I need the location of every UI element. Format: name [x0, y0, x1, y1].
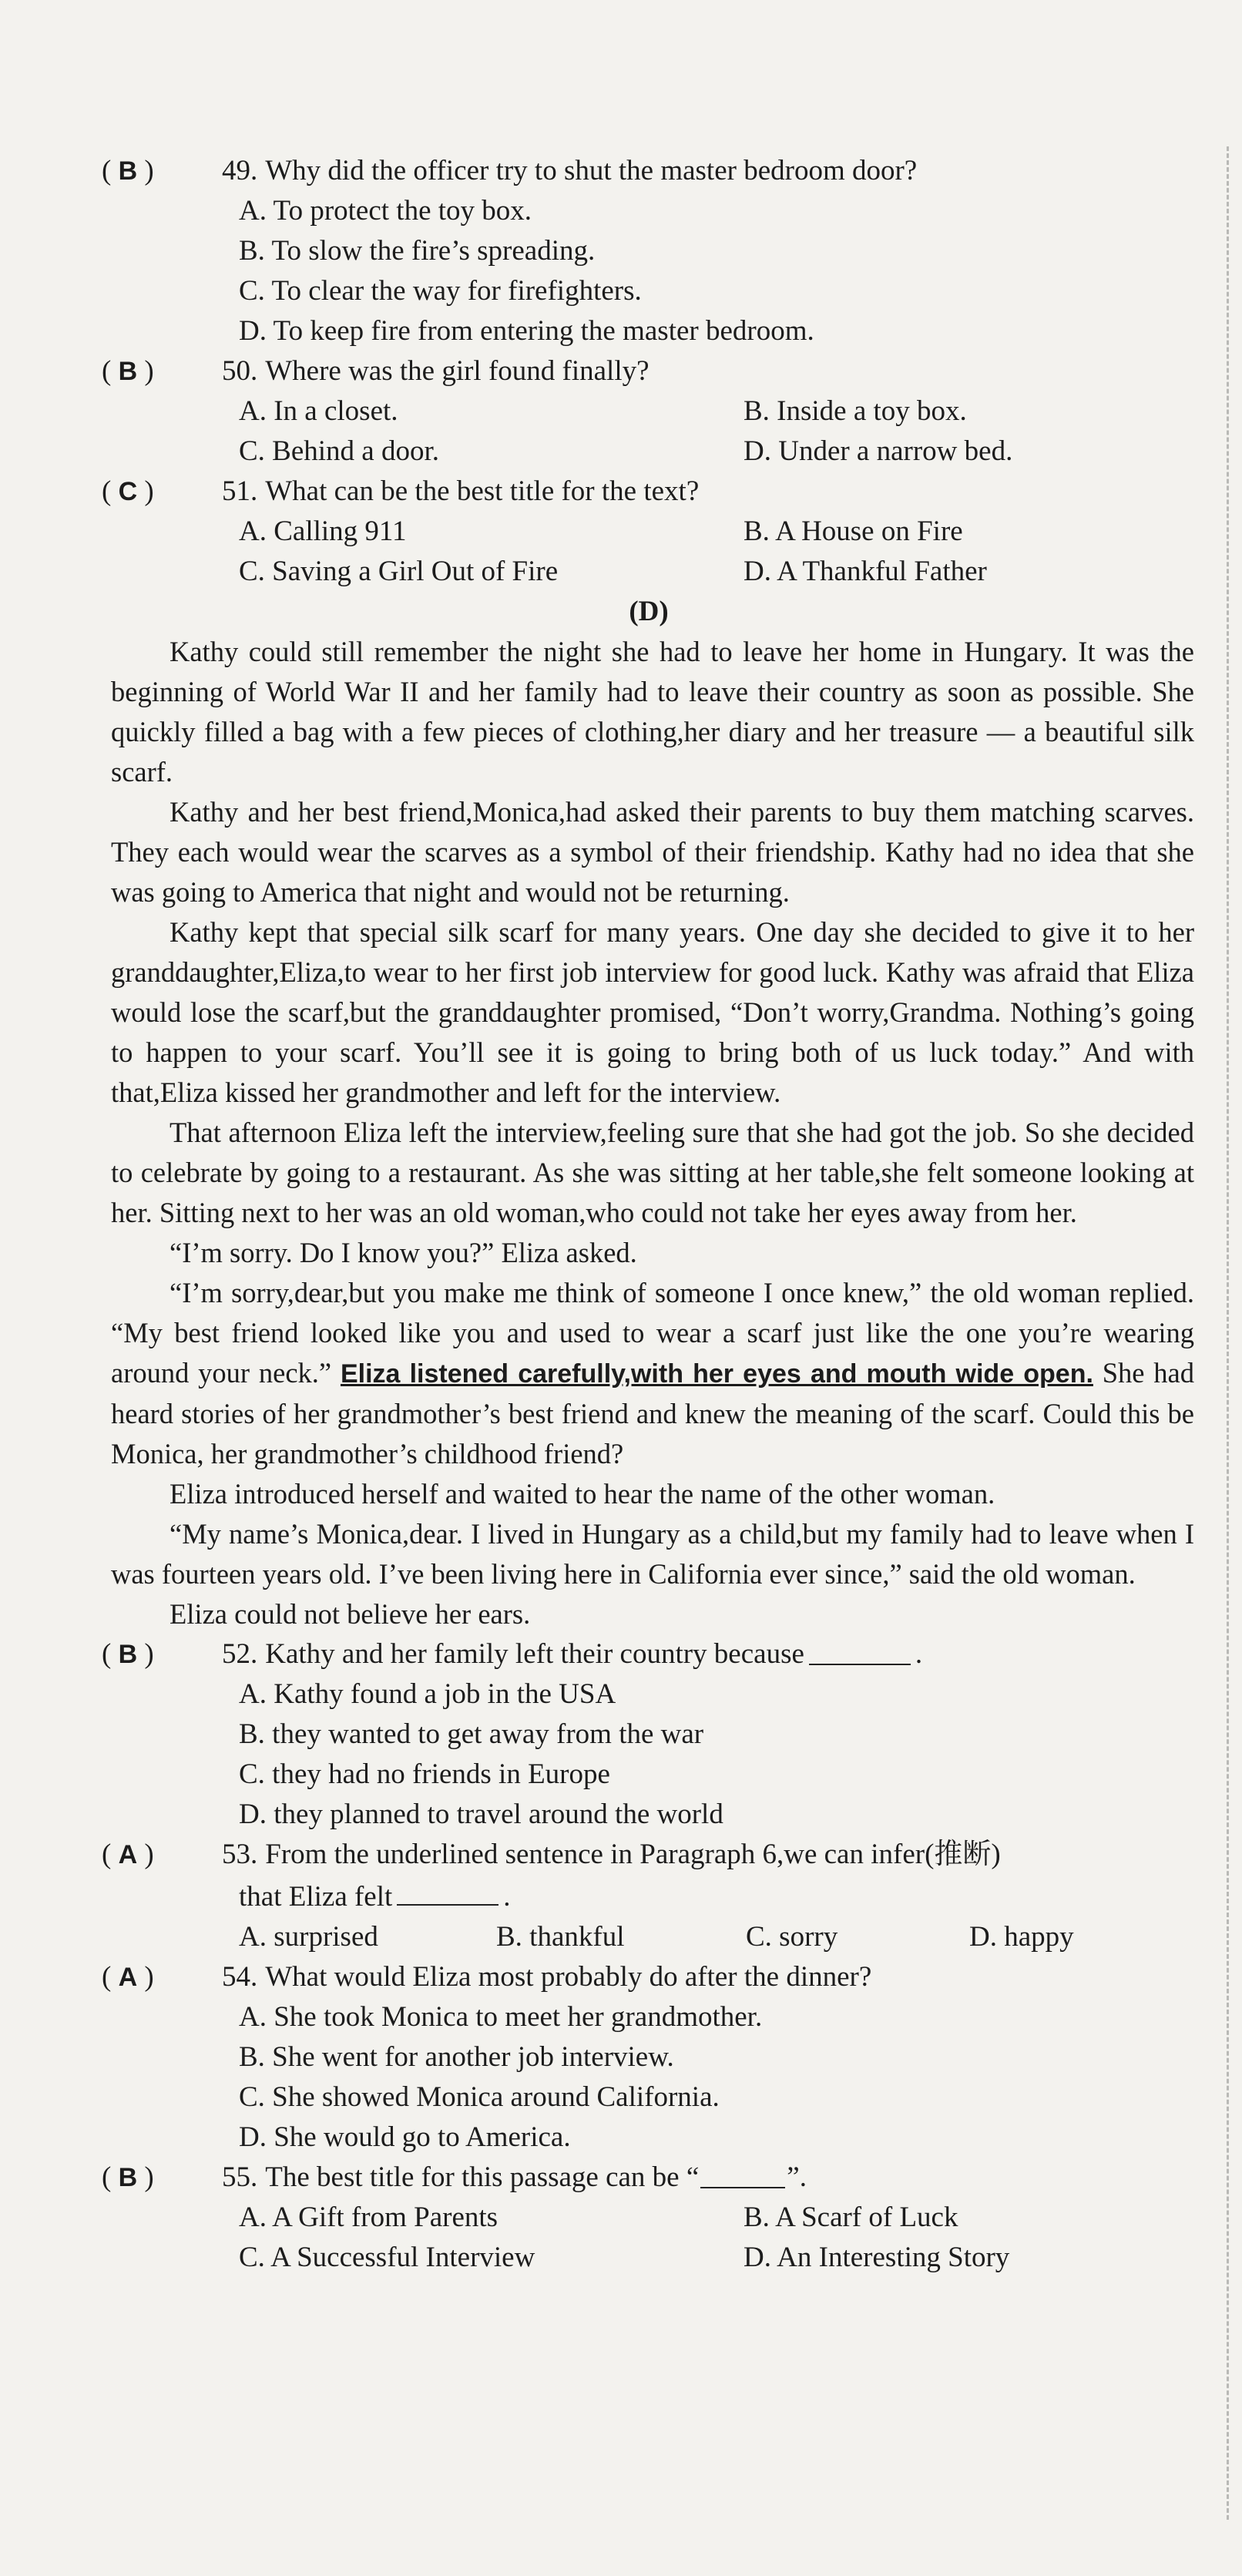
stem-end: . — [915, 1638, 923, 1670]
options — [102, 512, 1196, 592]
question-52 — [102, 1634, 1196, 1835]
option: D. An Interesting Story — [744, 2242, 1010, 2273]
question-49 — [102, 151, 1196, 351]
question-number: 50. — [222, 355, 258, 387]
answer-blank — [397, 1875, 498, 1906]
reading-passage — [102, 632, 1194, 1634]
paragraph: Kathy could still remember the night she had to leave her home in Hungary. It was the beginning of World War II and her family had to leave their country as soon as possible. She quickly filled a bag with a few pieces of clothing,her diary and her treasure — a beautiful silk scarf. — [111, 636, 1194, 788]
answer-blank — [809, 1634, 911, 1665]
stem-end: ”. — [787, 2161, 807, 2193]
underlined-sentence: Eliza listened carefully,with her eyes and mouth wide open. — [340, 1359, 1093, 1389]
answer-letter: B — [118, 156, 138, 186]
question-53 — [102, 1835, 1196, 1957]
answer-slot: ( B ) — [102, 355, 154, 387]
option: A. Kathy found a job in the USA — [239, 1678, 616, 1710]
option: B. Inside a toy box. — [744, 395, 967, 427]
option: A. To protect the toy box. — [239, 195, 532, 227]
paragraph: That afternoon Eliza left the interview,feeling sure that she had got the job. So she decided to celebrate by going to a restaurant. As she was sitting at her table,she felt someone looking at her. Sitting next to her was an old woman,who could not take her eyes away from her. — [111, 1117, 1194, 1228]
option: B. they wanted to get away from the war — [239, 1718, 704, 1750]
option: B. She went for another job interview. — [239, 2041, 674, 2073]
content — [102, 151, 1196, 2278]
answer-slot: ( B ) — [102, 1638, 154, 1670]
option: C. Behind a door. — [239, 435, 440, 467]
option: C. A Successful Interview — [239, 2242, 535, 2273]
question-54 — [102, 1957, 1196, 2158]
options — [102, 1997, 1196, 2158]
question-number: 54. — [222, 1961, 258, 1993]
question-number: 51. — [222, 475, 258, 507]
paragraph: “I’m sorry. Do I know you?” Eliza asked. — [170, 1237, 637, 1268]
question-51 — [102, 472, 1196, 592]
option: A. Calling 911 — [239, 516, 407, 547]
answer-blank — [700, 2158, 785, 2188]
option: A. She took Monica to meet her grandmother. — [239, 2001, 763, 2033]
paragraph: Kathy and her best friend,Monica,had asked their parents to buy them matching scarves. They each would wear the scarves as a symbol of their friendship. Kathy had no idea that she was going to America that night and would not be returning. — [111, 796, 1194, 908]
option: B. A House on Fire — [744, 516, 963, 547]
paragraph-text: She had heard stories of her grandmother’s best friend and knew the meaning of the scarf. Could this be Monica, her grandmother’s childhood friend? — [111, 1357, 1195, 1469]
option: C. She showed Monica around California. — [239, 2081, 720, 2113]
options — [102, 391, 1196, 472]
paragraph: Eliza could not believe her ears. — [170, 1598, 531, 1630]
paragraph: “My name’s Monica,dear. I lived in Hungary as a child,but my family had to leave when I was fourteen years old. I’ve been living here in California ever since,” said the old woman. — [111, 1518, 1194, 1590]
option: D. Under a narrow bed. — [744, 435, 1013, 467]
stem-text: that Eliza felt — [239, 1881, 393, 1913]
answer-slot: ( B ) — [102, 2161, 154, 2193]
question-50 — [102, 351, 1196, 472]
options — [102, 191, 1196, 351]
question-number: 52. — [222, 1638, 258, 1670]
question-stem: What can be the best title for the text? — [265, 475, 700, 507]
answer-letter: B — [118, 2163, 138, 2192]
question-number: 55. — [222, 2161, 258, 2193]
answer-slot: ( A ) — [102, 1839, 154, 1870]
option: C. To clear the way for firefighters. — [239, 275, 642, 307]
paragraph: Kathy kept that special silk scarf for many years. One day she decided to give it to her granddaughter,Eliza,to wear to her first job interview for good luck. Kathy was afraid that Eliza would lose the scarf,but the granddaughter promised, “Don’t worry,Grandma. Nothing’s going to happen to your scarf. You’ll see it is going to bring both of us luck today.” And with that,Eliza kissed her grandmother and left for the interview. — [111, 916, 1194, 1108]
paragraph-text: “I’m sorry,dear,but you make me think of someone I once knew,” the old woman replied. “My best friend looked like you and used to wear a scarf just like the one you’re wearing around your neck.” — [111, 1277, 1194, 1389]
answer-slot: ( A ) — [102, 1961, 154, 1993]
section-title: (D) — [629, 596, 669, 627]
margin-dashed-line — [1227, 146, 1229, 2520]
question-stem: What would Eliza most probably do after the dinner? — [265, 1961, 872, 1993]
option: C. sorry — [746, 1921, 838, 1953]
option: D. To keep fire from entering the master bedroom. — [239, 315, 814, 347]
answer-letter: B — [118, 357, 138, 386]
option: B. A Scarf of Luck — [744, 2202, 958, 2233]
options — [102, 1917, 1196, 1957]
option: A. A Gift from Parents — [239, 2202, 498, 2233]
options — [102, 1674, 1196, 1835]
question-stem: Why did the officer try to shut the master bedroom door? — [265, 155, 918, 186]
question-stem-continued — [102, 1875, 1196, 1917]
question-stem: Kathy and her family left their country because — [265, 1638, 804, 1670]
option: B. thankful — [496, 1921, 625, 1953]
option: A. In a closet. — [239, 395, 398, 427]
answer-slot: ( C ) — [102, 475, 154, 507]
stem-end: . — [503, 1881, 511, 1913]
option: B. To slow the fire’s spreading. — [239, 235, 596, 267]
answer-letter: A — [118, 1840, 138, 1869]
question-stem: The best title for this passage can be “ — [265, 2161, 700, 2193]
option: D. A Thankful Father — [744, 556, 987, 587]
option: D. happy — [969, 1921, 1074, 1953]
option: D. they planned to travel around the world — [239, 1798, 723, 1830]
option: C. they had no friends in Europe — [239, 1758, 610, 1790]
question-number: 53. — [222, 1839, 258, 1870]
paragraph: Eliza introduced herself and waited to hear the name of the other woman. — [170, 1478, 995, 1510]
question-stem: Where was the girl found finally? — [265, 355, 650, 387]
answer-letter: A — [118, 1963, 138, 1992]
answer-slot: ( B ) — [102, 155, 154, 186]
question-stem: From the underlined sentence in Paragraph 6,we can infer(推断) — [265, 1839, 1001, 1870]
question-55 — [102, 2158, 1196, 2278]
answer-letter: B — [118, 1640, 138, 1669]
option: C. Saving a Girl Out of Fire — [239, 556, 559, 587]
option: A. surprised — [239, 1921, 378, 1953]
question-number: 49. — [222, 155, 258, 186]
option: D. She would go to America. — [239, 2121, 571, 2153]
paragraph-6 — [111, 1273, 1194, 1474]
options — [102, 2198, 1196, 2278]
answer-letter: C — [118, 477, 138, 506]
